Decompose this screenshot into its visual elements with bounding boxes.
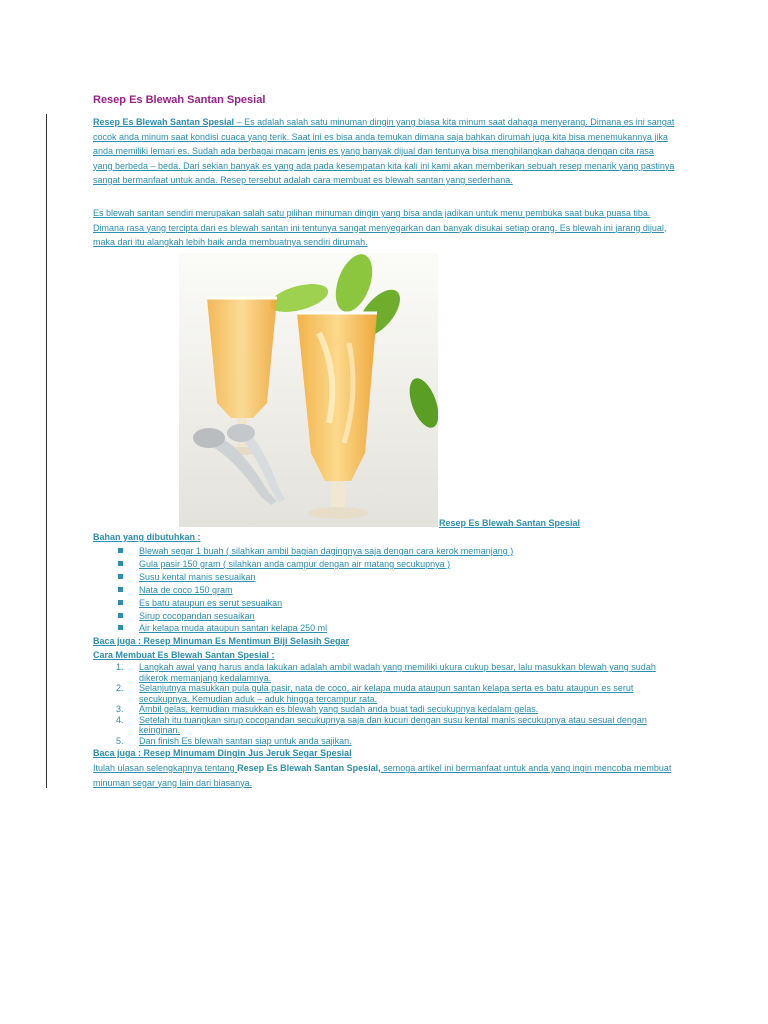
list-item: 1. Langkah awal yang harus anda lakukan adalah ambil wadah yang memiliki ukura cukup besar, lalu masukkan blewah yang sudah dikerok memanjang kedalamnya.	[116, 662, 656, 683]
closing-paragraph	[93, 761, 675, 790]
list-item: Blewah segar 1 buah ( silahkan ambil bagian dagingnya saja dengan cara kerok memanjang )	[118, 545, 678, 558]
list-item: Susu kental manis sesuaikan	[118, 571, 678, 584]
bullet-icon	[118, 561, 123, 566]
list-item: Es batu ataupun es serut sesuaikan	[118, 597, 678, 610]
image-caption-link[interactable]: Resep Es Blewah Santan Spesial	[439, 518, 581, 528]
list-item: 3. Ambil gelas, kemudian masukkan es blewah yang sudah anda buat tadi secukupnya kedalam gelas.	[116, 704, 539, 714]
ingredients-heading[interactable]: Bahan yang dibutuhkan :	[93, 532, 201, 542]
list-item: Gula pasir 150 gram ( silahkan anda campur dengan air matang secukupnya )	[118, 558, 678, 571]
list-item: 4. Setelah itu tuangkan sirup cocopandan secukupnya saja dan kucuri dengan susu kental manis secukupnya atau sesuai dengan keinginan.	[116, 714, 647, 735]
bullet-icon	[118, 574, 123, 579]
ingredients-list	[118, 545, 678, 635]
intro-lead-link[interactable]: Resep Es Blewah Santan Spesial	[93, 117, 235, 127]
intro-paragraph	[93, 115, 675, 188]
list-item: Sirup cocopandan sesuaikan	[118, 610, 678, 623]
bullet-icon	[118, 613, 123, 618]
bullet-icon	[118, 548, 123, 553]
list-item: Nata de coco 150 gram	[118, 584, 678, 597]
closing-post[interactable]: semoga artikel ini bermanfaat untuk anda yang ingin mencoba membuat minuman segar yang lain dari biasanya.	[93, 763, 672, 788]
drink-photo	[179, 253, 438, 527]
bullet-icon	[118, 600, 123, 605]
closing-bold-link[interactable]: Resep Es Blewah Santan Spesial,	[237, 763, 381, 773]
intro-text[interactable]: – Es adalah salah satu minuman dingin yang biasa kita minum saat dahaga menyerang. Dimana es ini sangat cocok anda minum saat kondisi cuaca yang terik. Saat ini es bisa anda temukan dimana saja bahkan dirumah juga kita bisa menemukannya jika anda memiliki lemari es. Sudah ada berbagai macam jenis es yang banyak dijual dan tentunya bisa menghilangkan dahaga dengan cita rasa yang berbeda – beda. Dari sekian banyak es yang ada pada kesempatan kita kali ini kami akan memberikan sebuah resep menarik yang pastinya sangat bermanfaat untuk anda. Resep tersebut adalah cara membuat es blewah santan yang sederhana.	[93, 117, 675, 185]
baca-juga-link-1[interactable]: Baca juga : Resep Minuman Es Mentimun Biji Selasih Segar	[93, 636, 350, 646]
baca-juga-link-2[interactable]: Baca juga : Resep Minumam Dingin Jus Jeruk Segar Spesial	[93, 748, 352, 758]
steps-list	[116, 662, 676, 746]
page-title: Resep Es Blewah Santan Spesial	[93, 94, 266, 106]
steps-heading[interactable]: Cara Membuat Es Blewah Santan Spesial :	[93, 650, 275, 660]
second-paragraph-text[interactable]: Es blewah santan sendiri merupakan salah satu pilihan minuman dingin yang bisa anda jadikan untuk menu pembuka saat buka puasa tiba. Dimana rasa yang tercipta dari es blewah santan ini tentunya sangat menyegarkan dan banyak disukai setiap orang. Es blewah ini jarang dijual, maka dari itu alangkah lebih baik anda membuatnya sendiri dirumah.	[93, 208, 667, 247]
list-item: 5. Dan finish Es blewah santan siap untuk anda sajikan.	[116, 735, 352, 746]
bullet-icon	[118, 587, 123, 592]
list-item: 2. Selanjutnya masukkan pula gula pasir, nata de coco, air kelapa muda ataupun santan kelapa serta es batu ataupun es serut secukupnya. Kemudian aduk – aduk hingga tercampur rata.	[116, 683, 634, 704]
closing-pre[interactable]: Itulah ulasan selengkapnya tentang	[93, 763, 238, 773]
second-paragraph	[93, 206, 675, 250]
list-item: Air kelapa muda ataupun santan kelapa 250 ml	[118, 622, 678, 635]
margin-line	[46, 114, 47, 788]
bullet-icon	[118, 625, 123, 630]
